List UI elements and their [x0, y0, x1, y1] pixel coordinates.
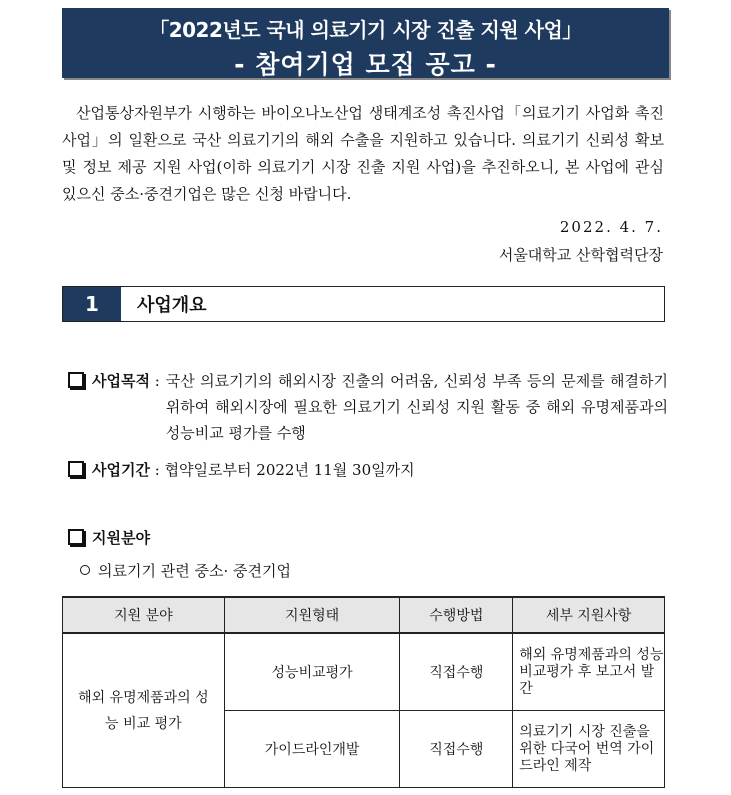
support-detail-cell: 의료기기 시장 진출을 위한 다국어 번역 가이드라인 제작	[513, 711, 665, 788]
intro-paragraph	[62, 100, 664, 208]
purpose-item	[68, 368, 668, 446]
checkbox-square-icon	[68, 461, 84, 477]
table-header: 세부 지원사항	[513, 597, 665, 633]
intro-text: 산업통상자원부가 시행하는 바이오나노산업 생태계조성 촉진사업「의료기기 사업화 촉진 사업」의 일환으로 국산 의료기기의 해외 수출을 지원하고 있습니다. 의료기기 신뢰성 확보 및 정보 제공 지원 사업(이하 의료기기 시장 진출 지원 사업)을 추진하오니, 본 사업에 관심 있으신 중소·중견기업은 많은 신청 바랍니다.	[62, 104, 664, 203]
purpose-label: 사업목적	[92, 372, 150, 390]
field-label: 지원분야	[92, 529, 150, 547]
section-number: 1	[63, 287, 121, 321]
purpose-text: 국산 의료기기의 해외시장 진출의 어려움, 신뢰성 부족 등의 문제를 해결하기 위하여 해외시장에 필요한 의료기기 신뢰성 지원 활동 중 해외 유명제품과의 성능비교 평가를 수행	[165, 372, 668, 442]
checkbox-square-icon	[68, 372, 84, 388]
table-header: 지원 분야	[63, 597, 225, 633]
support-table	[62, 596, 665, 788]
table-header-row	[63, 597, 665, 633]
announcement-date: 2022. 4. 7.	[559, 218, 663, 236]
period-text: 협약일로부터 2022년 11월 30일까지	[164, 461, 415, 479]
field-subitem	[80, 560, 291, 581]
title-banner	[62, 8, 669, 78]
support-type-cell: 가이드라인개발	[224, 711, 400, 788]
circle-bullet-icon	[80, 565, 90, 575]
period-separator: :	[149, 461, 165, 479]
section-header	[62, 286, 665, 322]
period-label: 사업기간	[92, 461, 150, 479]
checkbox-square-icon	[68, 529, 84, 545]
support-type-cell: 성능비교평가	[224, 633, 400, 711]
table-header: 지원형태	[224, 597, 400, 633]
field-sub-text: 의료기기 관련 중소· 중견기업	[98, 562, 291, 580]
support-detail-cell: 해외 유명제품과의 성능비교평가 후 보고서 발간	[513, 633, 665, 711]
issuing-organization: 서울대학교 산학협력단장	[498, 246, 663, 264]
period-item	[68, 457, 415, 483]
support-method-cell: 직접수행	[400, 711, 513, 788]
support-field-cell: 해외 유명제품과의 성능 비교 평가	[63, 633, 225, 788]
support-method-cell: 직접수행	[400, 633, 513, 711]
title-line2: - 참여기업 모집 공고 -	[234, 50, 497, 79]
table-row	[63, 633, 665, 711]
section-title: 사업개요	[137, 295, 207, 316]
field-item	[68, 525, 150, 551]
purpose-separator: :	[149, 372, 160, 390]
table-header: 수행방법	[400, 597, 513, 633]
title-line1: 「2022년도 국내 의료기기 시장 진출 지원 사업」	[149, 18, 582, 42]
